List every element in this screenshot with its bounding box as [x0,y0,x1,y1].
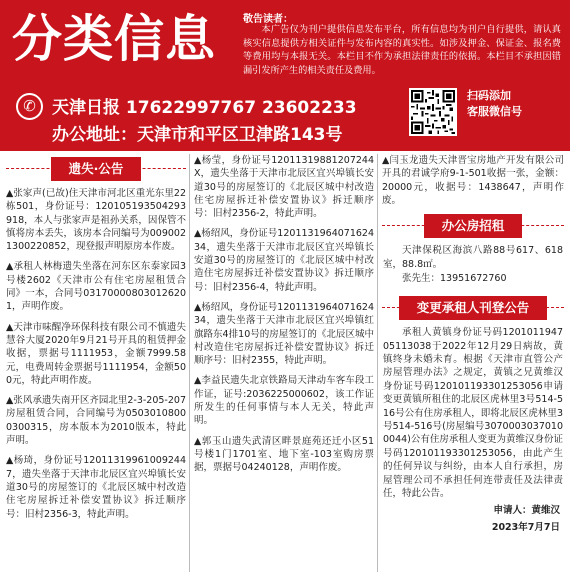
section-heading-label: 变更承租人刊登公告 [399,296,548,320]
applicant-signoff: 申请人：黄维汉 [493,505,560,517]
column-divider [377,154,378,572]
notice-entry [192,227,376,293]
qr-caption-line: 扫码添加 [467,89,511,102]
header-banner [0,0,570,151]
notice-entry [380,154,566,207]
notice-text: ▲杨琦，身份证号120113199610092447，遗失坐落于天津市北辰区宜兴埠镇长安道30号的房屋签订的《北辰区城中村改造住宅房屋拆迁补偿安置协议》拆迁顺序号：旧村2356-3，特此声明。 [6,455,186,520]
notice-text: ▲杨莹，身份证号120113198812072​44X，遗失坐落于天津市北辰区宜兴埠镇长安道30号的房屋签订的《北辰区城中村改造住宅房屋拆迁补偿安置协议》拆迁顺序号：旧村2356-2，特此声明。 [194,155,374,220]
contact-phone: 天津日报 17622997767 23602233 [52,98,357,118]
notice-text: ▲杨绍风，身份证号120113196407162434，遗失坐落于天津市北辰区宜兴埠镇长安道30号的房屋签订的《北辰区城中村改造住宅房屋拆迁补偿安置协议》拆迁顺序号：旧村2356-4，特此声明。 [194,228,375,293]
notice-text: ▲张家声(已故)住天津市河北区重光东里22栋501，身份证号：120105193504293918，本人与张家声是祖孙关系，因保管不慎将房本丢失，该房本合同编号为0090021300220852，现登报声明原房本作废。 [6,188,186,253]
column-divider [189,154,190,572]
notice-entry [192,435,376,475]
qr-caption [467,88,522,119]
column-notices-2 [192,154,376,572]
column-lost-notices [4,154,188,572]
office-rental-body [380,244,566,286]
notice-entry [4,454,188,520]
section-heading-office-rental [382,214,564,238]
qr-code-icon [409,88,457,136]
notice-title: 敬告读者： [243,14,293,25]
notice-entry [192,374,376,427]
notice-text: ▲闫玉龙遗失天津晋宝房地产开发有限公司开具的君诚学府9-1-501收据一张，金额：20000元，收据号：1438647，声明作废。 [382,155,564,206]
section-heading-label: 遗失·公告 [51,157,142,181]
tenant-change-body: 承租人黄镇身份证号码120101194705113038于2022年12月29日病故，黄镇终身未婚未育。根据《天津市直管公产房屋管理办法》之规定，黄镇之兄黄维汉身份证号码120101193301253056申请变更黄镇所租住的北辰区虎林里3号514-516号公有住房承租人，即将北辰区虎林里3号514-516号(房屋编号30700030370100044)公有住房承租人变更为黄维汉身份证号码120101193301253056，由此产生的任何异议与纠纷，由本人自行承担，房屋管理公司不承担任何连带责任及法律责任，特此公告。 [383,327,563,500]
notice-text: ▲天津市味醒净环保科技有限公司不慎遗失慧谷大厦2020年9月21号开具的租赁押金收据，票据号1111953，金额7999.58元，电费周转金票据号1111954，金额500元，特此声明作废。 [6,321,186,386]
notice-entry [192,301,376,367]
notice-text: ▲张风承遗失南开区齐园北里2-3-205-207房屋租赁合同，合同编号为05030108000300315，房本版本为2010版本，特此声明。 [6,395,186,447]
notice-body: 本广告仅为刊户提供信息发布平台，所有信息均为刊户自行提供，请认真核实信息提供方相关证件与发布内容的真实性。如涉及押金、保证金、报名费等费用均与本报无关。本栏目不作为承担法律责任的依据。本栏目不承担因错漏引发所产生的相关责任及费用。 [243,24,561,76]
notice-entry [192,154,376,220]
notice-text: ▲杨绍风，身份证号120113196407162434，遗失坐落于天津市北辰区宜兴埠镇红旗路东4排10号的房屋签订的《北辰区城中村改造住宅房屋拆迁补偿安置协议》拆迁顺序号：旧村2355，特此声明。 [194,301,375,367]
notice-text: ▲承租人林梅遗失坐落在河东区东泰家园3号楼2602《天津市公有住宅房屋租赁合同》一本，合同号031700008030126201，声明作废。 [6,261,186,313]
notice-entry [4,394,188,447]
notice-entry [4,187,188,253]
signoff-date: 2023年7月7日 [491,522,560,534]
notice-text: ▲郭玉山遗失武清区畔景庭苑还迁小区51号楼1门1701室、地下室-103室购房票据，票据号04240128，声明作废。 [194,435,374,474]
section-heading-label: 办公房招租 [424,214,523,238]
phone-icon: ✆ [16,93,43,120]
office-address: 办公地址：天津市和平区卫津路143号 [52,125,343,145]
page-title: 分类信息 [12,10,216,68]
notice-entry [4,321,188,387]
column-notices-3 [380,154,566,572]
qr-caption-line: 客服微信号 [467,104,522,118]
section-heading-lost-notices [6,157,186,181]
office-rental-contact: 张先生：13951672760 [402,273,507,285]
notice-text: ▲李益民遗失北京铁路局天津动车客车段工作证，证号:2036225000602，该工作证所发生的任何事情与本人无关，特此声明。 [194,375,374,427]
notice-entry [4,260,188,313]
section-heading-tenant-change [382,296,564,320]
office-rental-address: 天津保税区海滨八路88号617、618室，88.8㎡。 [383,245,563,271]
